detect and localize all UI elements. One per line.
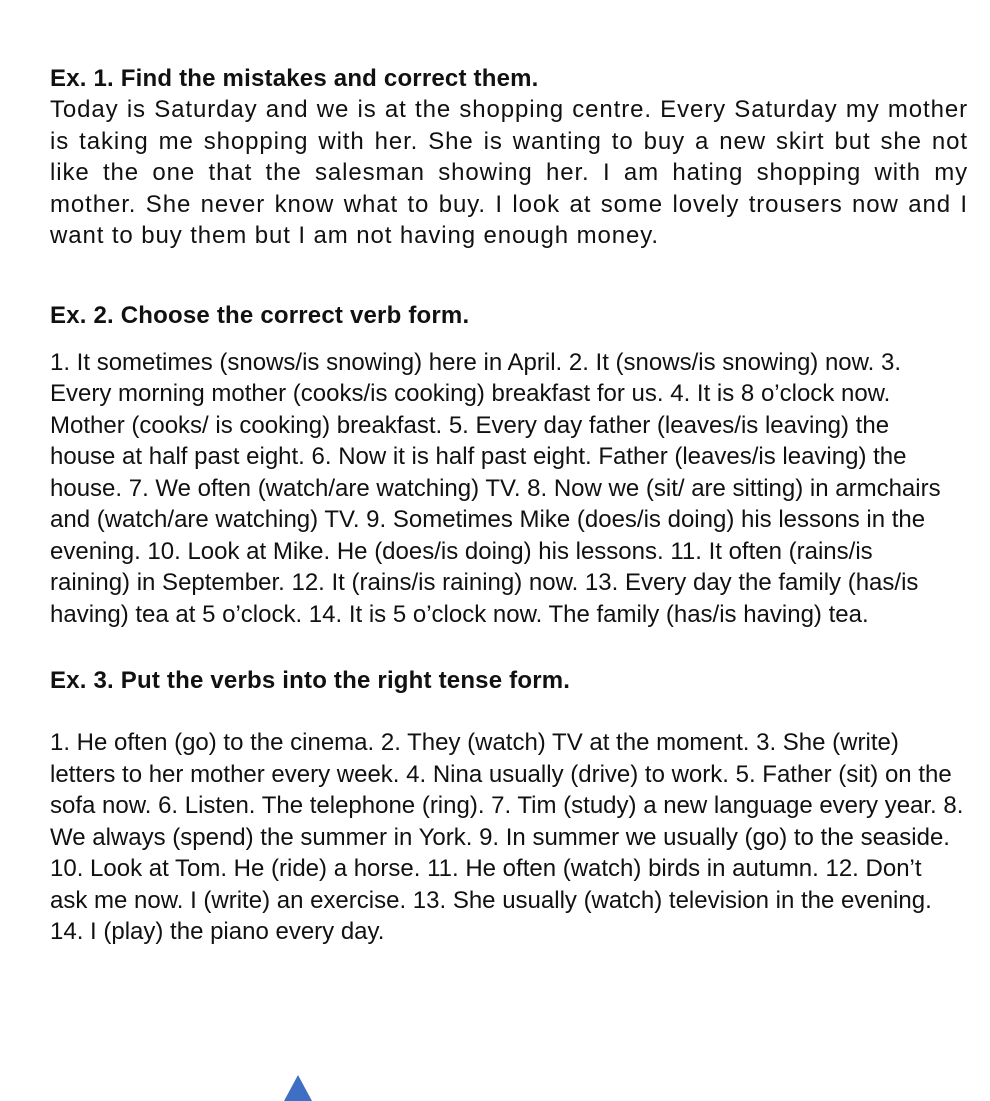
exercise-3 [50,665,968,948]
triangle-up-icon[interactable] [284,1075,312,1101]
exercise-1-text: Today is Saturday and we is at the shopping centre. Every Saturday my mother is taking me shopping with her. She is wanting to buy a new skirt but she not like the one that the salesman showing her. I am hating shopping with my mother. She never know what to buy. I look at some lovely trousers now and I want to buy them but I am not having enough money. [50,96,968,249]
exercise-3-title: Ex. 3. Put the verbs into the right tense form. [50,667,571,694]
exercise-2-title: Ex. 2. Choose the correct verb form. [50,301,470,329]
exercise-1-title: Ex. 1. Find the mistakes and correct them. [50,65,539,92]
exercise-2 [50,300,968,631]
document-page [50,63,968,948]
exercise-3-text: 1. He often (go) to the cinema. 2. They (watch) TV at the moment. 3. She (write) letters to her mother every week. 4. Nina usually (drive) to work. 5. Father (sit) on the sofa now. 6. Listen. The telephone (ring). 7. Tim (study) a new language every year. 8. We always (spend) the summer in York. 9. In summer we usually (go) to the seaside. 10. Look at Tom. He (ride) a horse. 11. He often (watch) birds in autumn. 12. Don’t ask me now. I (write) an exercise. 13. She usually (watch) television in the evening. 14. I (play) the piano every day. [50,729,964,945]
exercise-2-text: 1. It sometimes (snows/is snowing) here in April. 2. It (snows/is snowing) now. 3. Every morning mother (cooks/is cooking) breakfast for us. 4. It is 8 o’clock now. Mother (cooks/ is cooking) breakfast. 5. Every day father (leaves/is leaving) the house at half past eight. 6. Now it is half past eight. Father (leaves/is leaving) the house. 7. We often (watch/are watching) TV. 8. Now we (sit/ are sitting) in armchairs and (watch/are watching) TV. 9. Sometimes Mike (does/is doing) his lessons in the evening. 10. Look at Mike. He (does/is doing) his lessons. 11. It often (rains/is raining) in September. 12. It (rains/is raining) now. 13. Every day the family (has/is having) tea at 5 o’clock. 14. It is 5 o’clock now. The family (has/is having) tea. [50,348,941,628]
exercise-1 [50,63,968,252]
